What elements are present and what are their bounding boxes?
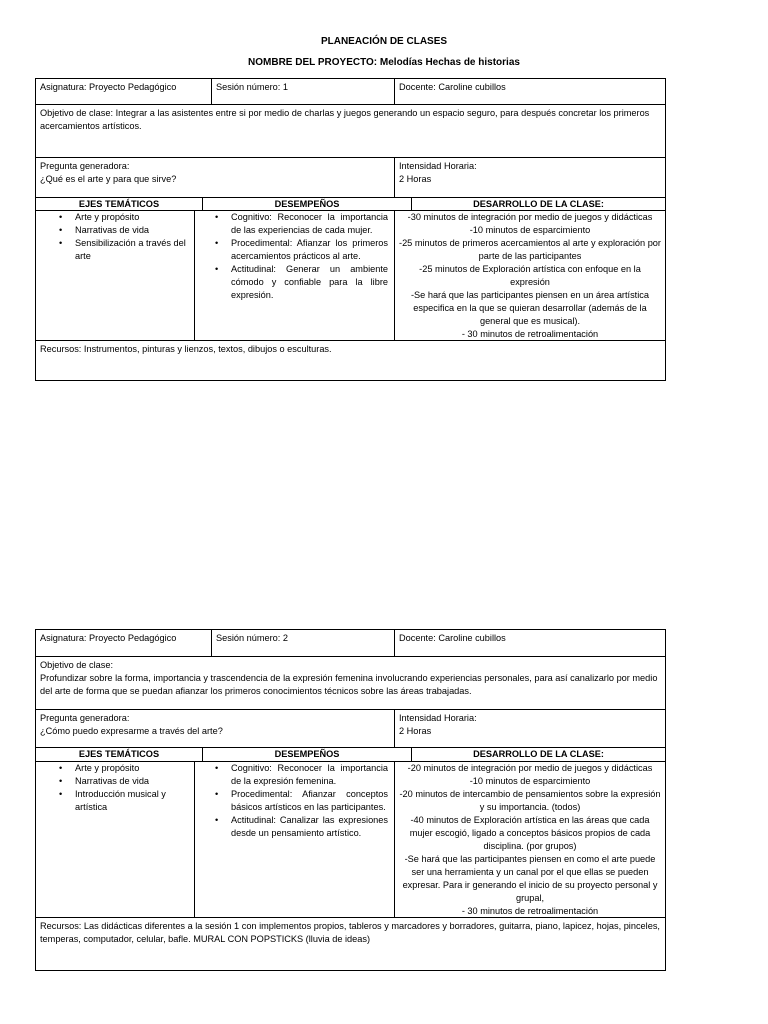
list-item: • Cognitivo: Reconocer la importancia de las experiencias de cada mujer. (231, 211, 388, 237)
session-1-table (35, 78, 666, 381)
desarrollo-line: -25 minutos de primeros acercamientos al arte y exploración por parte de las participantes (399, 238, 661, 261)
objetivo-cell (36, 657, 665, 709)
pregunta-label: Pregunta generadora: (40, 713, 130, 723)
asignatura-cell: Asignatura: Proyecto Pedagógico (40, 633, 177, 643)
list-item: • Actitudinal: Canalizar las expresiones desde un pensamiento artístico. (231, 814, 388, 840)
list-item: • Procedimental: Afianzar los primeros acercamientos prácticos al arte. (231, 237, 388, 263)
col-desempenos-header: DESEMPEÑOS (202, 198, 411, 210)
pregunta-text: ¿Qué es el arte y para que sirve? (40, 174, 177, 184)
col-desarrollo-header: DESARROLLO DE LA CLASE: (411, 198, 665, 210)
desarrollo-line: -10 minutos de esparcimiento (469, 225, 591, 235)
list-item: • Arte y propósito (75, 211, 190, 224)
objetivo-label: Objetivo de clase: (40, 660, 114, 670)
desarrollo-line: -30 minutos de integración por medio de juegos y didácticas (407, 212, 653, 222)
list-item: • Narrativas de vida (75, 775, 190, 788)
desarrollo-line: -Se hará que las participantes piensen en un área artística especifica en la que se quieran desarrollar (además de la general que es musical). (410, 290, 649, 326)
asignatura-cell: Asignatura: Proyecto Pedagógico (40, 82, 177, 92)
desarrollo-line: -40 minutos de Exploración artística en las áreas que cada mujer escogió, ligado a conceptos básicos propios de cada disciplina. (por grupos) (409, 815, 651, 851)
objetivo-cell: Objetivo de clase: Integrar a las asistentes entre si por medio de charlas y juegos generando un espacio seguro, para después concretar los primeros acercamientos artísticos. (40, 108, 650, 131)
intensidad-label: Intensidad Horaria: (399, 713, 477, 723)
list-item: • Sensibilización a través del arte (75, 237, 190, 263)
project-name: NOMBRE DEL PROYECTO: Melodías Hechas de historias (248, 57, 520, 68)
desarrollo-line: - 30 minutos de retroalimentación (461, 329, 599, 339)
desarrollo-line: -10 minutos de esparcimiento (469, 776, 591, 786)
pregunta-label: Pregunta generadora: (40, 161, 130, 171)
intensidad-text: 2 Horas (399, 174, 432, 184)
col-desarrollo-header: DESARROLLO DE LA CLASE: (411, 748, 665, 761)
intensidad-text: 2 Horas (399, 726, 432, 736)
intensidad-cell (394, 710, 665, 747)
list-item: • Arte y propósito (75, 762, 190, 775)
desempenos-cell (194, 211, 394, 340)
col-ejes-header: EJES TEMÁTICOS (78, 199, 160, 209)
list-item: • Actitudinal: Generar un ambiente cómodo y confiable para la libre expresión. (231, 263, 388, 302)
intensidad-label: Intensidad Horaria: (399, 161, 477, 171)
session-2-table (35, 629, 666, 971)
list-item: • Narrativas de vida (75, 224, 190, 237)
pregunta-text: ¿Cómo puedo expresarme a través del arte? (40, 726, 223, 736)
docente-cell: Docente: Caroline cubillos (394, 79, 665, 104)
ejes-cell (36, 762, 194, 917)
desarrollo-cell (394, 762, 665, 917)
sesion-cell: Sesión número: 2 (211, 630, 394, 656)
recursos-cell: Recursos: Las didácticas diferentes a la sesión 1 con implementos propios, tableros y marcadores y borradores, guitarra, piano, lapicez, hojas, pinceles, temperas, computador, celular, bafle. MURAL CON POPSTICKS (lluvia de ideas) (40, 921, 660, 944)
col-ejes-header: EJES TEMÁTICOS (78, 749, 160, 759)
page-title: PLANEACIÓN DE CLASES (320, 36, 448, 47)
desarrollo-cell (394, 211, 665, 340)
sesion-cell: Sesión número: 1 (211, 79, 394, 104)
col-desempenos-header: DESEMPEÑOS (202, 748, 411, 761)
pregunta-cell (36, 158, 394, 197)
desarrollo-line: -Se hará que las participantes piensen en como el arte puede ser una herramienta y un canal por el que ellas se pueden expresar. Para ir generando el inicio de su proyecto personal y grupal, (402, 854, 658, 903)
desarrollo-line: -20 minutos de intercambio de pensamientos sobre la expresión y su importancia. (todos) (399, 789, 661, 812)
intensidad-cell (394, 158, 665, 197)
desarrollo-line: - 30 minutos de retroalimentación (461, 906, 599, 916)
list-item: • Introducción musical y artística (75, 788, 190, 814)
pregunta-cell (36, 710, 394, 747)
list-item: • Procedimental: Afianzar conceptos básicos artísticos en las participantes. (231, 788, 388, 814)
desarrollo-line: -25 minutos de Exploración artística con enfoque en la expresión (419, 264, 641, 287)
desarrollo-line: -20 minutos de integración por medio de juegos y didácticas (407, 763, 653, 773)
recursos-cell: Recursos: Instrumentos, pinturas y lienzos, textos, dibujos o esculturas. (40, 344, 332, 354)
desempenos-cell (194, 762, 394, 917)
objetivo-text: Profundizar sobre la forma, importancia y trascendencia de la expresión femenina involucrando experiencias personales, para así canalizarlo por medio del arte de forma que se puedan afianzar los primeros conocimientos técnicos sobre las áreas trabajadas. (40, 673, 658, 696)
list-item: • Cognitivo: Reconocer la importancia de la expresión femenina. (231, 762, 388, 788)
ejes-cell (36, 211, 194, 340)
docente-cell: Docente: Caroline cubillos (394, 630, 665, 656)
